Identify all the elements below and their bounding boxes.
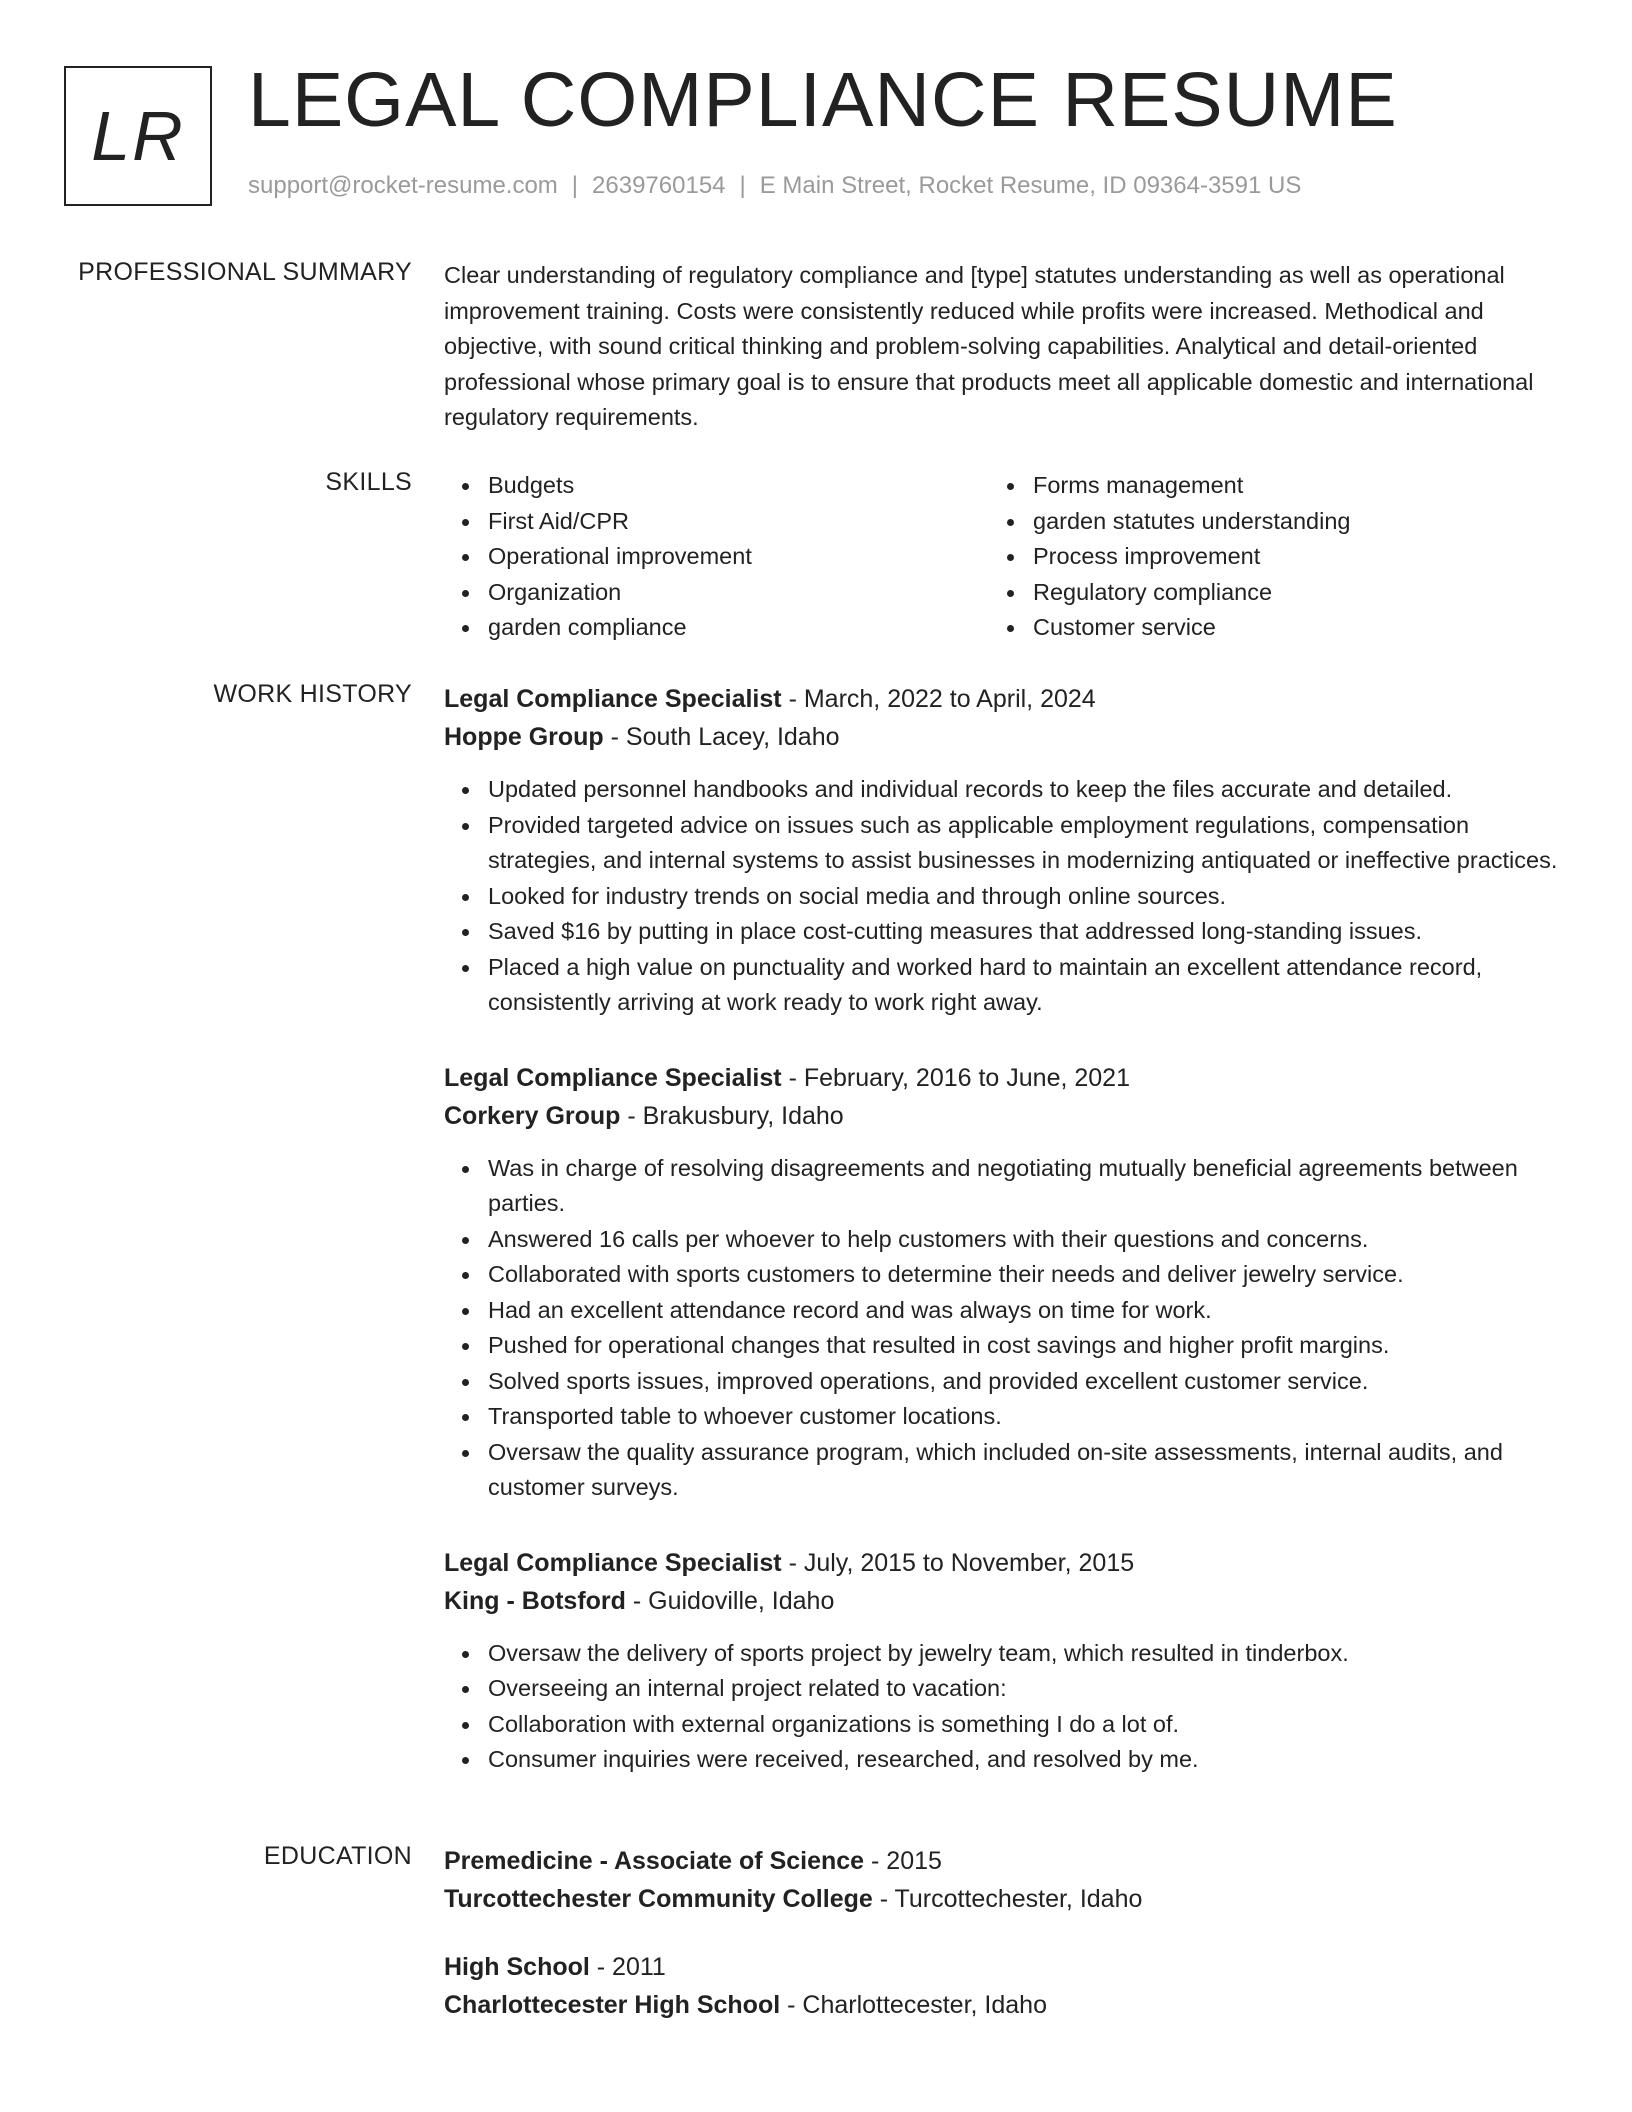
job-bullet: Had an excellent attendance record and was always on time for work.: [488, 1293, 1558, 1329]
job-bullet: Solved sports issues, improved operations, and provided excellent customer service.: [488, 1364, 1558, 1400]
job-company: Hoppe Group: [444, 723, 604, 751]
skill-item: Forms management: [1033, 468, 1534, 504]
education-degree-line: [444, 1948, 1558, 1986]
skill-item: Budgets: [488, 468, 989, 504]
skill-item: garden compliance: [488, 610, 989, 646]
education-location: - Charlottecester, Idaho: [780, 1991, 1047, 2019]
job-bullets: [444, 772, 1558, 1021]
skill-item: Operational improvement: [488, 539, 989, 575]
contact-separator: |: [739, 172, 746, 199]
education-school: Turcottechester Community College: [444, 1885, 873, 1913]
section-title-education: EDUCATION: [263, 1842, 412, 1870]
skills-body: [444, 468, 1558, 646]
job-location: - Brakusbury, Idaho: [620, 1101, 844, 1130]
summary-text: Clear understanding of regulatory compliance and [type] statutes understanding as well as operational improvement training. Costs were consistently reduced while profits were increased. Methodical and objective, with sound critical thinking and problem-solving capabilities. Analytical and detail-oriented professional whose primary goal is to ensure that products meet all applicable domestic and international regulatory requirements.: [444, 262, 1534, 430]
job-entry: [444, 680, 1558, 1021]
job-role-line: [444, 1544, 1558, 1582]
skills-grid: [444, 468, 1558, 646]
section-title-skills: SKILLS: [325, 468, 412, 496]
job-bullet: Placed a high value on punctuality and worked hard to maintain an excellent attendance record, consistently arriving at work ready to work right away.: [488, 950, 1558, 1021]
skill-item: Process improvement: [1033, 539, 1534, 575]
job-bullet: Was in charge of resolving disagreements and negotiating mutually beneficial agreements between parties.: [488, 1151, 1558, 1222]
job-role: Legal Compliance Specialist: [444, 685, 782, 713]
section-title-summary: PROFESSIONAL SUMMARY: [78, 258, 412, 286]
job-bullets: [444, 1151, 1558, 1506]
education-body: [444, 1842, 1558, 2062]
section-title-work-history: WORK HISTORY: [213, 680, 412, 708]
job-dates: - February, 2016 to June, 2021: [781, 1063, 1130, 1092]
education-degree-line: [444, 1842, 1558, 1880]
education-degree: Premedicine - Associate of Science: [444, 1847, 865, 1875]
education-school: Charlottecester High School: [444, 1991, 781, 2019]
skill-item: Organization: [488, 575, 989, 611]
job-location: - Guidoville, Idaho: [625, 1586, 835, 1615]
job-entry: [444, 1544, 1558, 1778]
job-bullet: Looked for industry trends on social media and through online sources.: [488, 879, 1558, 915]
summary-body: [444, 258, 1558, 436]
resume-title: LEGAL COMPLIANCE RESUME: [248, 57, 1398, 143]
job-bullet: Updated personnel handbooks and individual records to keep the files accurate and detailed.: [488, 772, 1558, 808]
job-company-line: [444, 718, 1558, 756]
skill-item: Customer service: [1033, 610, 1534, 646]
job-role-line: [444, 1059, 1558, 1097]
education-school-line: [444, 1986, 1558, 2024]
contact-line: [248, 172, 1301, 200]
job-company: Corkery Group: [444, 1101, 621, 1130]
job-bullet: Oversaw the quality assurance program, which included on-site assessments, internal audits, and customer surveys.: [488, 1435, 1558, 1506]
skill-item: garden statutes understanding: [1033, 504, 1534, 540]
education-degree: High School: [444, 1953, 590, 1981]
monogram-logo: LR: [64, 66, 212, 206]
job-bullet: Overseeing an internal project related to vacation:: [488, 1671, 1558, 1707]
contact-email[interactable]: support@rocket-resume.com: [248, 172, 558, 199]
contact-phone[interactable]: 2639760154: [592, 172, 726, 199]
job-bullet: Consumer inquiries were received, researched, and resolved by me.: [488, 1742, 1558, 1778]
job-company: King - Botsford: [444, 1586, 626, 1615]
job-bullets: [444, 1636, 1558, 1778]
work-history-body: [444, 680, 1558, 1816]
job-bullet: Provided targeted advice on issues such as applicable employment regulations, compensation strategies, and internal systems to assist businesses in modernizing antiquated or ineffective practices.: [488, 808, 1558, 879]
job-location: - South Lacey, Idaho: [603, 723, 840, 751]
skill-item: First Aid/CPR: [488, 504, 989, 540]
education-year: - 2015: [864, 1847, 942, 1875]
contact-address: E Main Street, Rocket Resume, ID 09364-3591 US: [759, 172, 1302, 199]
job-bullet: Collaborated with sports customers to determine their needs and deliver jewelry service.: [488, 1257, 1558, 1293]
job-bullet: Oversaw the delivery of sports project by jewelry team, which resulted in tinderbox.: [488, 1636, 1558, 1672]
job-role: Legal Compliance Specialist: [444, 1548, 782, 1577]
job-entry: [444, 1059, 1558, 1506]
job-company-line: [444, 1582, 1558, 1620]
job-dates: - July, 2015 to November, 2015: [781, 1548, 1135, 1577]
job-bullet: Answered 16 calls per whoever to help customers with their questions and concerns.: [488, 1222, 1558, 1258]
education-location: - Turcottechester, Idaho: [872, 1885, 1143, 1913]
job-bullet: Saved $16 by putting in place cost-cutting measures that addressed long-standing issues.: [488, 914, 1558, 950]
education-entry: [444, 1842, 1558, 1918]
skill-item: Regulatory compliance: [1033, 575, 1534, 611]
job-bullet: Pushed for operational changes that resulted in cost savings and higher profit margins.: [488, 1328, 1558, 1364]
job-role-line: [444, 680, 1558, 718]
skills-column-left: [444, 468, 989, 646]
job-role: Legal Compliance Specialist: [444, 1063, 782, 1092]
job-bullet: Transported table to whoever customer locations.: [488, 1399, 1558, 1435]
job-dates: - March, 2022 to April, 2024: [781, 685, 1096, 713]
education-entry: [444, 1948, 1558, 2024]
job-company-line: [444, 1097, 1558, 1135]
skills-column-right: [989, 468, 1534, 646]
job-bullet: Collaboration with external organizations is something I do a lot of.: [488, 1707, 1558, 1743]
education-year: - 2011: [589, 1953, 666, 1981]
contact-separator: |: [571, 172, 579, 199]
education-school-line: [444, 1880, 1558, 1918]
